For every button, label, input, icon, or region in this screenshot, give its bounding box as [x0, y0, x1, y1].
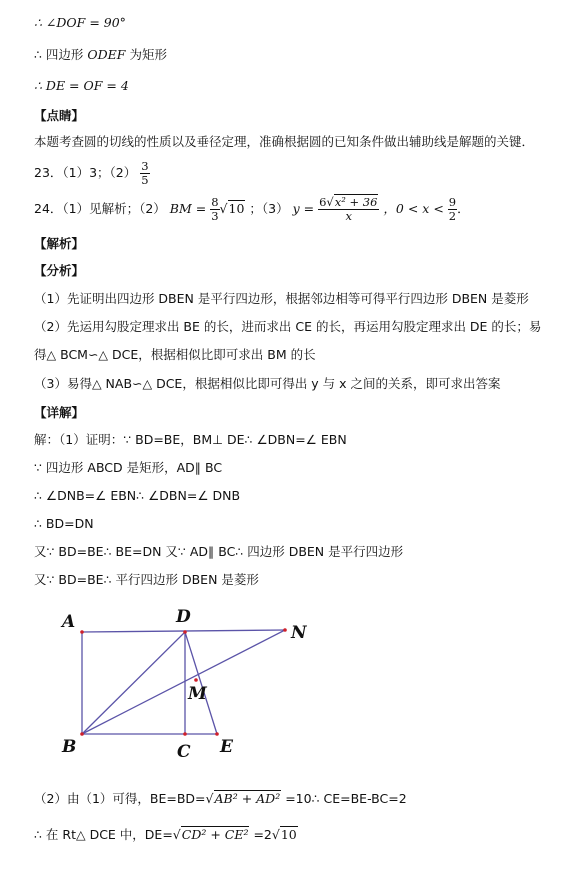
analysis-1: （1）先证明出四边形 DBEN 是平行四边形，根据邻边相等可得平行四边形 DBEN 是菱形 — [34, 291, 529, 306]
fraction-nine-halves: $\frac{9}{2}$ — [448, 195, 457, 223]
heading-dianjing: 【点睛】 — [34, 108, 85, 123]
point-e — [215, 732, 219, 736]
heading-jiexi: 【解析】 — [34, 236, 85, 251]
label-e: E — [220, 737, 233, 757]
solution-8: ∴ 在 Rt△ DCE 中，DE=√CD² + CE² =2√10 — [34, 827, 297, 842]
solution-6: 又∵ BD=BE∴ 平行四边形 DBEN 是菱形 — [34, 572, 259, 587]
label-d: D — [176, 607, 191, 627]
solution-5: 又∵ BD=BE∴ BE=DN 又∵ AD∥ BC∴ 四边形 DBEN 是平行四边形 — [34, 544, 404, 559]
line-answer-23: 23．（1）3；（2） $\frac{3}{5}$ — [34, 159, 149, 187]
point-b — [80, 732, 84, 736]
label-c: C — [177, 742, 191, 762]
heading-fenxi: 【分析】 — [34, 263, 85, 278]
point-d — [183, 630, 187, 634]
point-c — [183, 732, 187, 736]
line-rectangle: ∴ 四边形 ODEF 为矩形 — [34, 47, 167, 62]
line-answer-24: 24．（1）见解析；（2） BM = $\frac{8}{3}$ √10 ；（3） y = $\frac{\text{6√x² + 36}}{x}$ ，0 < x < $\frac{9}{2}$ ． — [34, 195, 470, 223]
solution-2: ∵ 四边形 ABCD 是矩形，AD∥ BC — [34, 460, 223, 475]
line-dof: ∴ ∠DOF = 90° — [34, 15, 126, 30]
solution-3: ∴ ∠DNB=∠ EBN∴ ∠DBN=∠ DNB — [34, 488, 241, 503]
solution-1: 解：（1）证明：∵ BD=BE，BM⊥ DE∴ ∠DBN=∠ EBN — [34, 432, 347, 447]
fraction-eight-thirds: $\frac{8}{3}$ — [211, 195, 219, 223]
label-a: A — [62, 612, 76, 632]
figure-lines — [82, 630, 285, 734]
point-a — [80, 630, 84, 634]
solution-4: ∴ BD=DN — [34, 516, 94, 531]
segment-de — [185, 632, 217, 734]
fraction-y-expression: $\frac{\text{6√x² + 36}}{x}$ — [319, 195, 378, 223]
heading-xiangjie: 【详解】 — [34, 405, 85, 420]
fraction-three-fifths: $\frac{3}{5}$ — [141, 159, 149, 187]
analysis-2: （2）先运用勾股定理求出 BE 的长，进而求出 CE 的长，再运用勾股定理求出 DE 的长；易 — [34, 319, 542, 334]
analysis-4: （3）易得△ NAB∽△ DCE，根据相似比即可得出 y 与 x 之间的关系，即可求出答案 — [34, 376, 501, 391]
segment-bn — [82, 630, 285, 734]
segment-bd — [82, 632, 185, 734]
analysis-3: 得△ BCM∽△ DCE，根据相似比即可求出 BM 的长 — [34, 347, 316, 362]
line-comment: 本题考查圆的切线的性质以及垂径定理，准确根据圆的已知条件做出辅助线是解题的关键． — [34, 134, 535, 149]
geometry-figure — [0, 600, 564, 780]
point-m — [194, 678, 198, 682]
solution-7: （2）由（1）可得，BE=BD=√AB² + AD² =10∴ CE=BE-BC=2 — [34, 791, 407, 806]
label-m: M — [188, 684, 207, 704]
point-n — [283, 628, 287, 632]
label-n: N — [291, 623, 307, 643]
line-de-of: ∴ DE = OF = 4 — [34, 78, 129, 93]
label-b: B — [62, 737, 77, 757]
